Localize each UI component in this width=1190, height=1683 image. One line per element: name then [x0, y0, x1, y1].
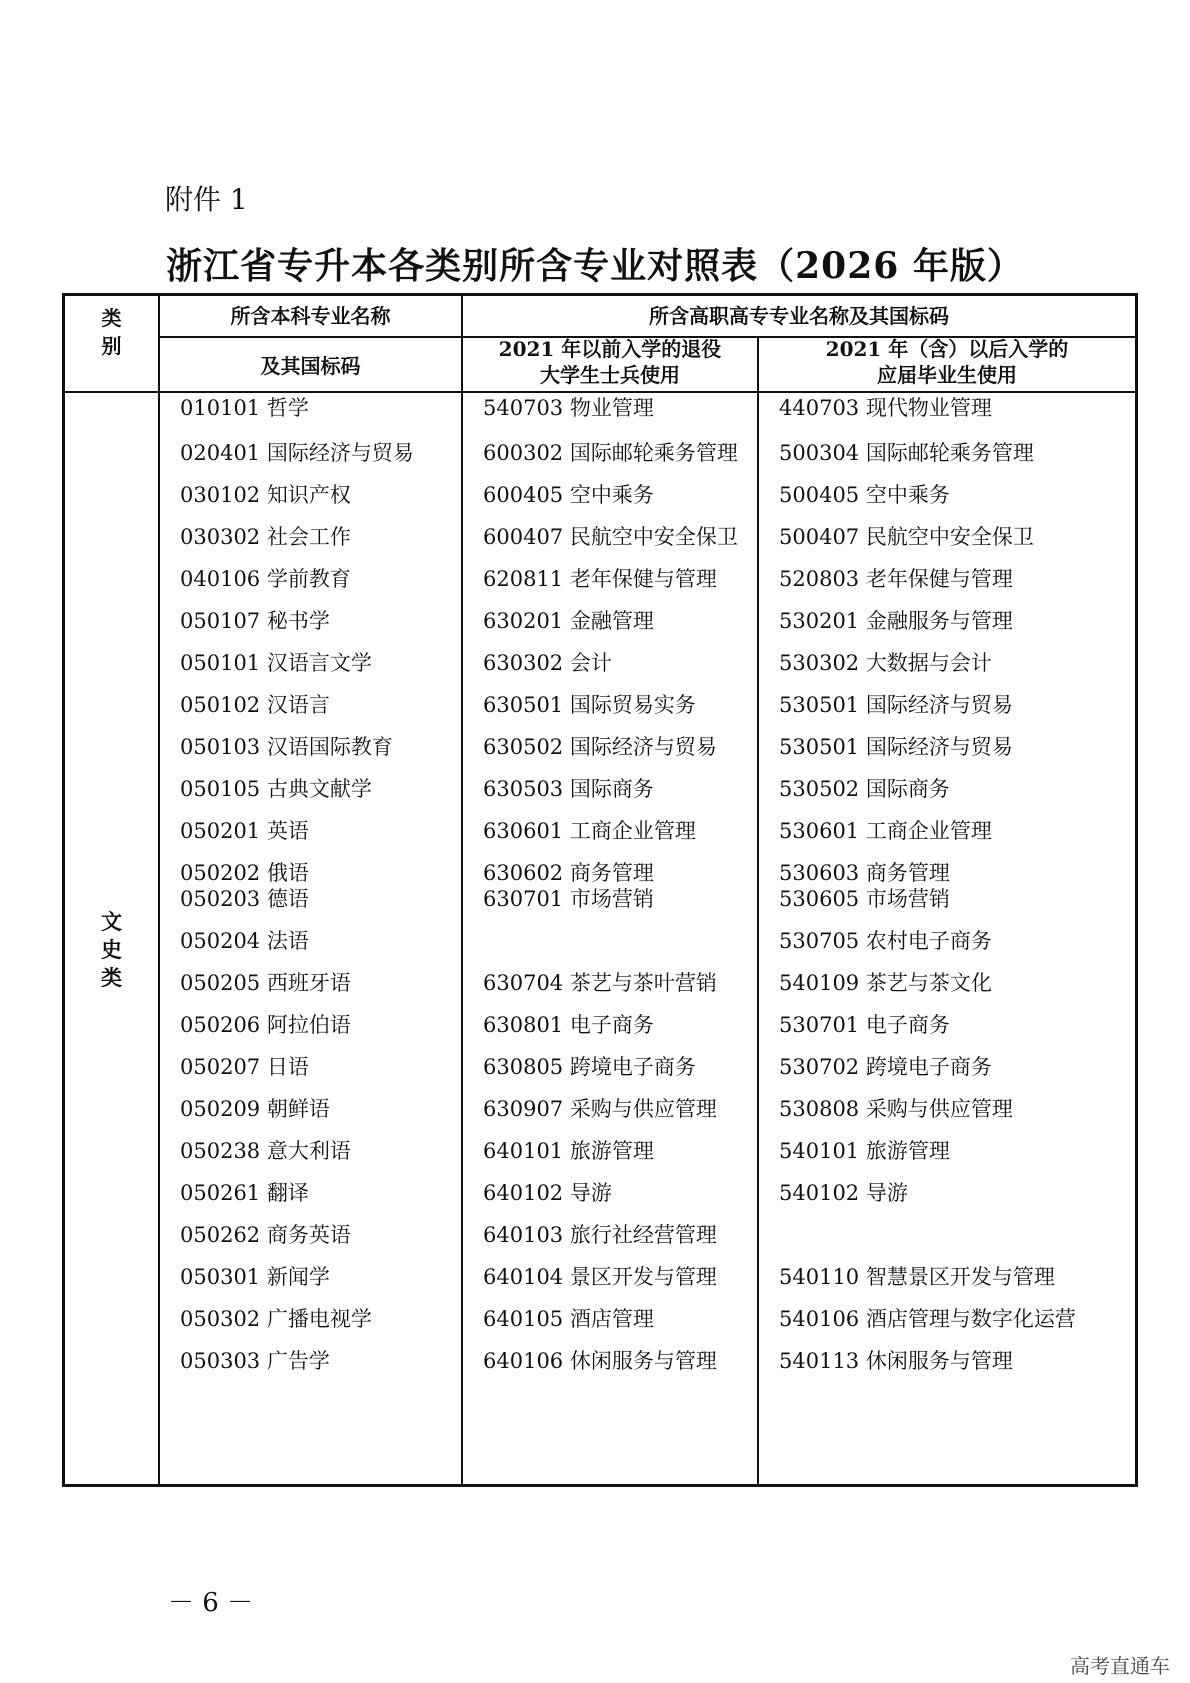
table-cell-before2021: 600302 国际邮轮乘务管理	[483, 441, 738, 465]
table-cell-before2021: 640101 旅游管理	[483, 1139, 654, 1163]
table-cell-before2021: 630602 商务管理	[483, 861, 654, 885]
table-cell-before2021: 640106 休闲服务与管理	[483, 1349, 717, 1373]
table-cell-after2021: 540113 休闲服务与管理	[779, 1349, 1013, 1373]
watermark: 高考直通车	[1070, 1654, 1170, 1678]
table-cell-after2021: 530603 商务管理	[779, 861, 950, 885]
table-cell-undergrad: 020401 国际经济与贸易	[180, 441, 414, 465]
table-cell-after2021: 530501 国际经济与贸易	[779, 735, 1013, 759]
table-cell-after2021: 540110 智慧景区开发与管理	[779, 1265, 1055, 1289]
table-cell-undergrad: 030102 知识产权	[180, 483, 351, 507]
table-cell-after2021: 520803 老年保健与管理	[779, 567, 1013, 591]
col-divider	[461, 296, 463, 1484]
table-cell-undergrad: 050202 俄语	[180, 861, 309, 885]
col-divider	[757, 336, 759, 1484]
table-cell-after2021: 540106 酒店管理与数字化运营	[779, 1307, 1076, 1331]
table-cell-before2021: 630907 采购与供应管理	[483, 1097, 717, 1121]
row-divider	[65, 391, 1135, 393]
table-cell-after2021: 500304 国际邮轮乘务管理	[779, 441, 1034, 465]
table-cell-undergrad: 030302 社会工作	[180, 525, 351, 549]
table-cell-after2021: 530702 跨境电子商务	[779, 1055, 992, 1079]
table-cell-undergrad: 050209 朝鲜语	[180, 1097, 330, 1121]
table-cell-undergrad: 050107 秘书学	[180, 609, 330, 633]
header-undergrad-code: 及其国标码	[260, 354, 361, 378]
table-cell-before2021: 640104 景区开发与管理	[483, 1265, 717, 1289]
table-cell-undergrad: 050105 古典文献学	[180, 777, 372, 801]
table-cell-before2021: 630801 电子商务	[483, 1013, 654, 1037]
table-cell-undergrad: 050261 翻译	[180, 1181, 309, 1205]
table-cell-after2021: 530701 电子商务	[779, 1013, 950, 1037]
table-cell-undergrad: 050238 意大利语	[180, 1139, 351, 1163]
table-cell-undergrad: 050262 商务英语	[180, 1223, 351, 1247]
table-cell-undergrad: 050205 西班牙语	[180, 971, 351, 995]
table-cell-after2021: 540109 茶艺与茶文化	[779, 971, 992, 995]
table-cell-undergrad: 050201 英语	[180, 819, 309, 843]
table-cell-before2021: 630503 国际商务	[483, 777, 654, 801]
table-cell-before2021: 630201 金融管理	[483, 609, 654, 633]
header-category: 类 别	[101, 306, 122, 358]
table-cell-after2021: 530605 市场营销	[779, 887, 950, 911]
table-cell-after2021: 530502 国际商务	[779, 777, 950, 801]
table-cell-after2021: 500407 民航空中安全保卫	[779, 525, 1034, 549]
table-cell-before2021: 640102 导游	[483, 1181, 612, 1205]
table-cell-undergrad: 010101 哲学	[180, 396, 309, 420]
table-cell-before2021: 630502 国际经济与贸易	[483, 735, 717, 759]
table-cell-before2021: 600407 民航空中安全保卫	[483, 525, 738, 549]
table-cell-after2021: 500405 空中乘务	[779, 483, 950, 507]
table-cell-after2021: 540102 导游	[779, 1181, 908, 1205]
table-cell-undergrad: 050204 法语	[180, 929, 309, 953]
page-number: － 6 －	[168, 1588, 254, 1618]
table-cell-undergrad: 040106 学前教育	[180, 567, 351, 591]
header-before-2021: 2021 年以前入学的退役 大学生士兵使用	[498, 337, 722, 387]
header-vocational: 所含高职高专专业名称及其国标码	[649, 304, 949, 328]
table-cell-before2021: 620811 老年保健与管理	[483, 567, 717, 591]
document-title: 浙江省专升本各类别所含专业对照表（2026 年版）	[166, 245, 1024, 287]
table-cell-undergrad: 050303 广告学	[180, 1349, 330, 1373]
table-cell-before2021: 640105 酒店管理	[483, 1307, 654, 1331]
table-cell-undergrad: 050101 汉语言文学	[180, 651, 372, 675]
table-cell-undergrad: 050206 阿拉伯语	[180, 1013, 351, 1037]
table-cell-after2021: 530705 农村电子商务	[779, 929, 992, 953]
table-cell-after2021: 530501 国际经济与贸易	[779, 693, 1013, 717]
table-cell-before2021: 630701 市场营销	[483, 887, 654, 911]
table-cell-before2021: 630704 茶艺与茶叶营销	[483, 971, 717, 995]
table-cell-after2021: 540101 旅游管理	[779, 1139, 950, 1163]
header-after-2021: 2021 年（含）以后入学的 应届毕业生使用	[825, 337, 1069, 387]
table-cell-undergrad: 050103 汉语国际教育	[180, 735, 393, 759]
table-cell-before2021: 630302 会计	[483, 651, 612, 675]
table-cell-after2021: 440703 现代物业管理	[779, 396, 992, 420]
category-label: 文 史 类	[101, 909, 122, 990]
header-undergrad: 所含本科专业名称	[230, 304, 391, 328]
table-cell-before2021: 640103 旅行社经营管理	[483, 1223, 717, 1247]
table-cell-undergrad: 050102 汉语言	[180, 693, 330, 717]
table-cell-before2021: 630805 跨境电子商务	[483, 1055, 696, 1079]
col-divider	[158, 296, 160, 1484]
table-cell-undergrad: 050301 新闻学	[180, 1265, 330, 1289]
table-cell-undergrad: 050207 日语	[180, 1055, 309, 1079]
major-table	[62, 293, 1138, 1487]
table-cell-after2021: 530601 工商企业管理	[779, 819, 992, 843]
table-cell-before2021: 630501 国际贸易实务	[483, 693, 696, 717]
table-cell-after2021: 530201 金融服务与管理	[779, 609, 1013, 633]
table-cell-after2021: 530302 大数据与会计	[779, 651, 992, 675]
table-cell-before2021: 630601 工商企业管理	[483, 819, 696, 843]
table-cell-after2021: 530808 采购与供应管理	[779, 1097, 1013, 1121]
table-cell-before2021: 540703 物业管理	[483, 396, 654, 420]
table-cell-before2021: 600405 空中乘务	[483, 483, 654, 507]
table-cell-undergrad: 050302 广播电视学	[180, 1307, 372, 1331]
table-cell-undergrad: 050203 德语	[180, 887, 309, 911]
attachment-label: 附件 1	[165, 183, 248, 216]
